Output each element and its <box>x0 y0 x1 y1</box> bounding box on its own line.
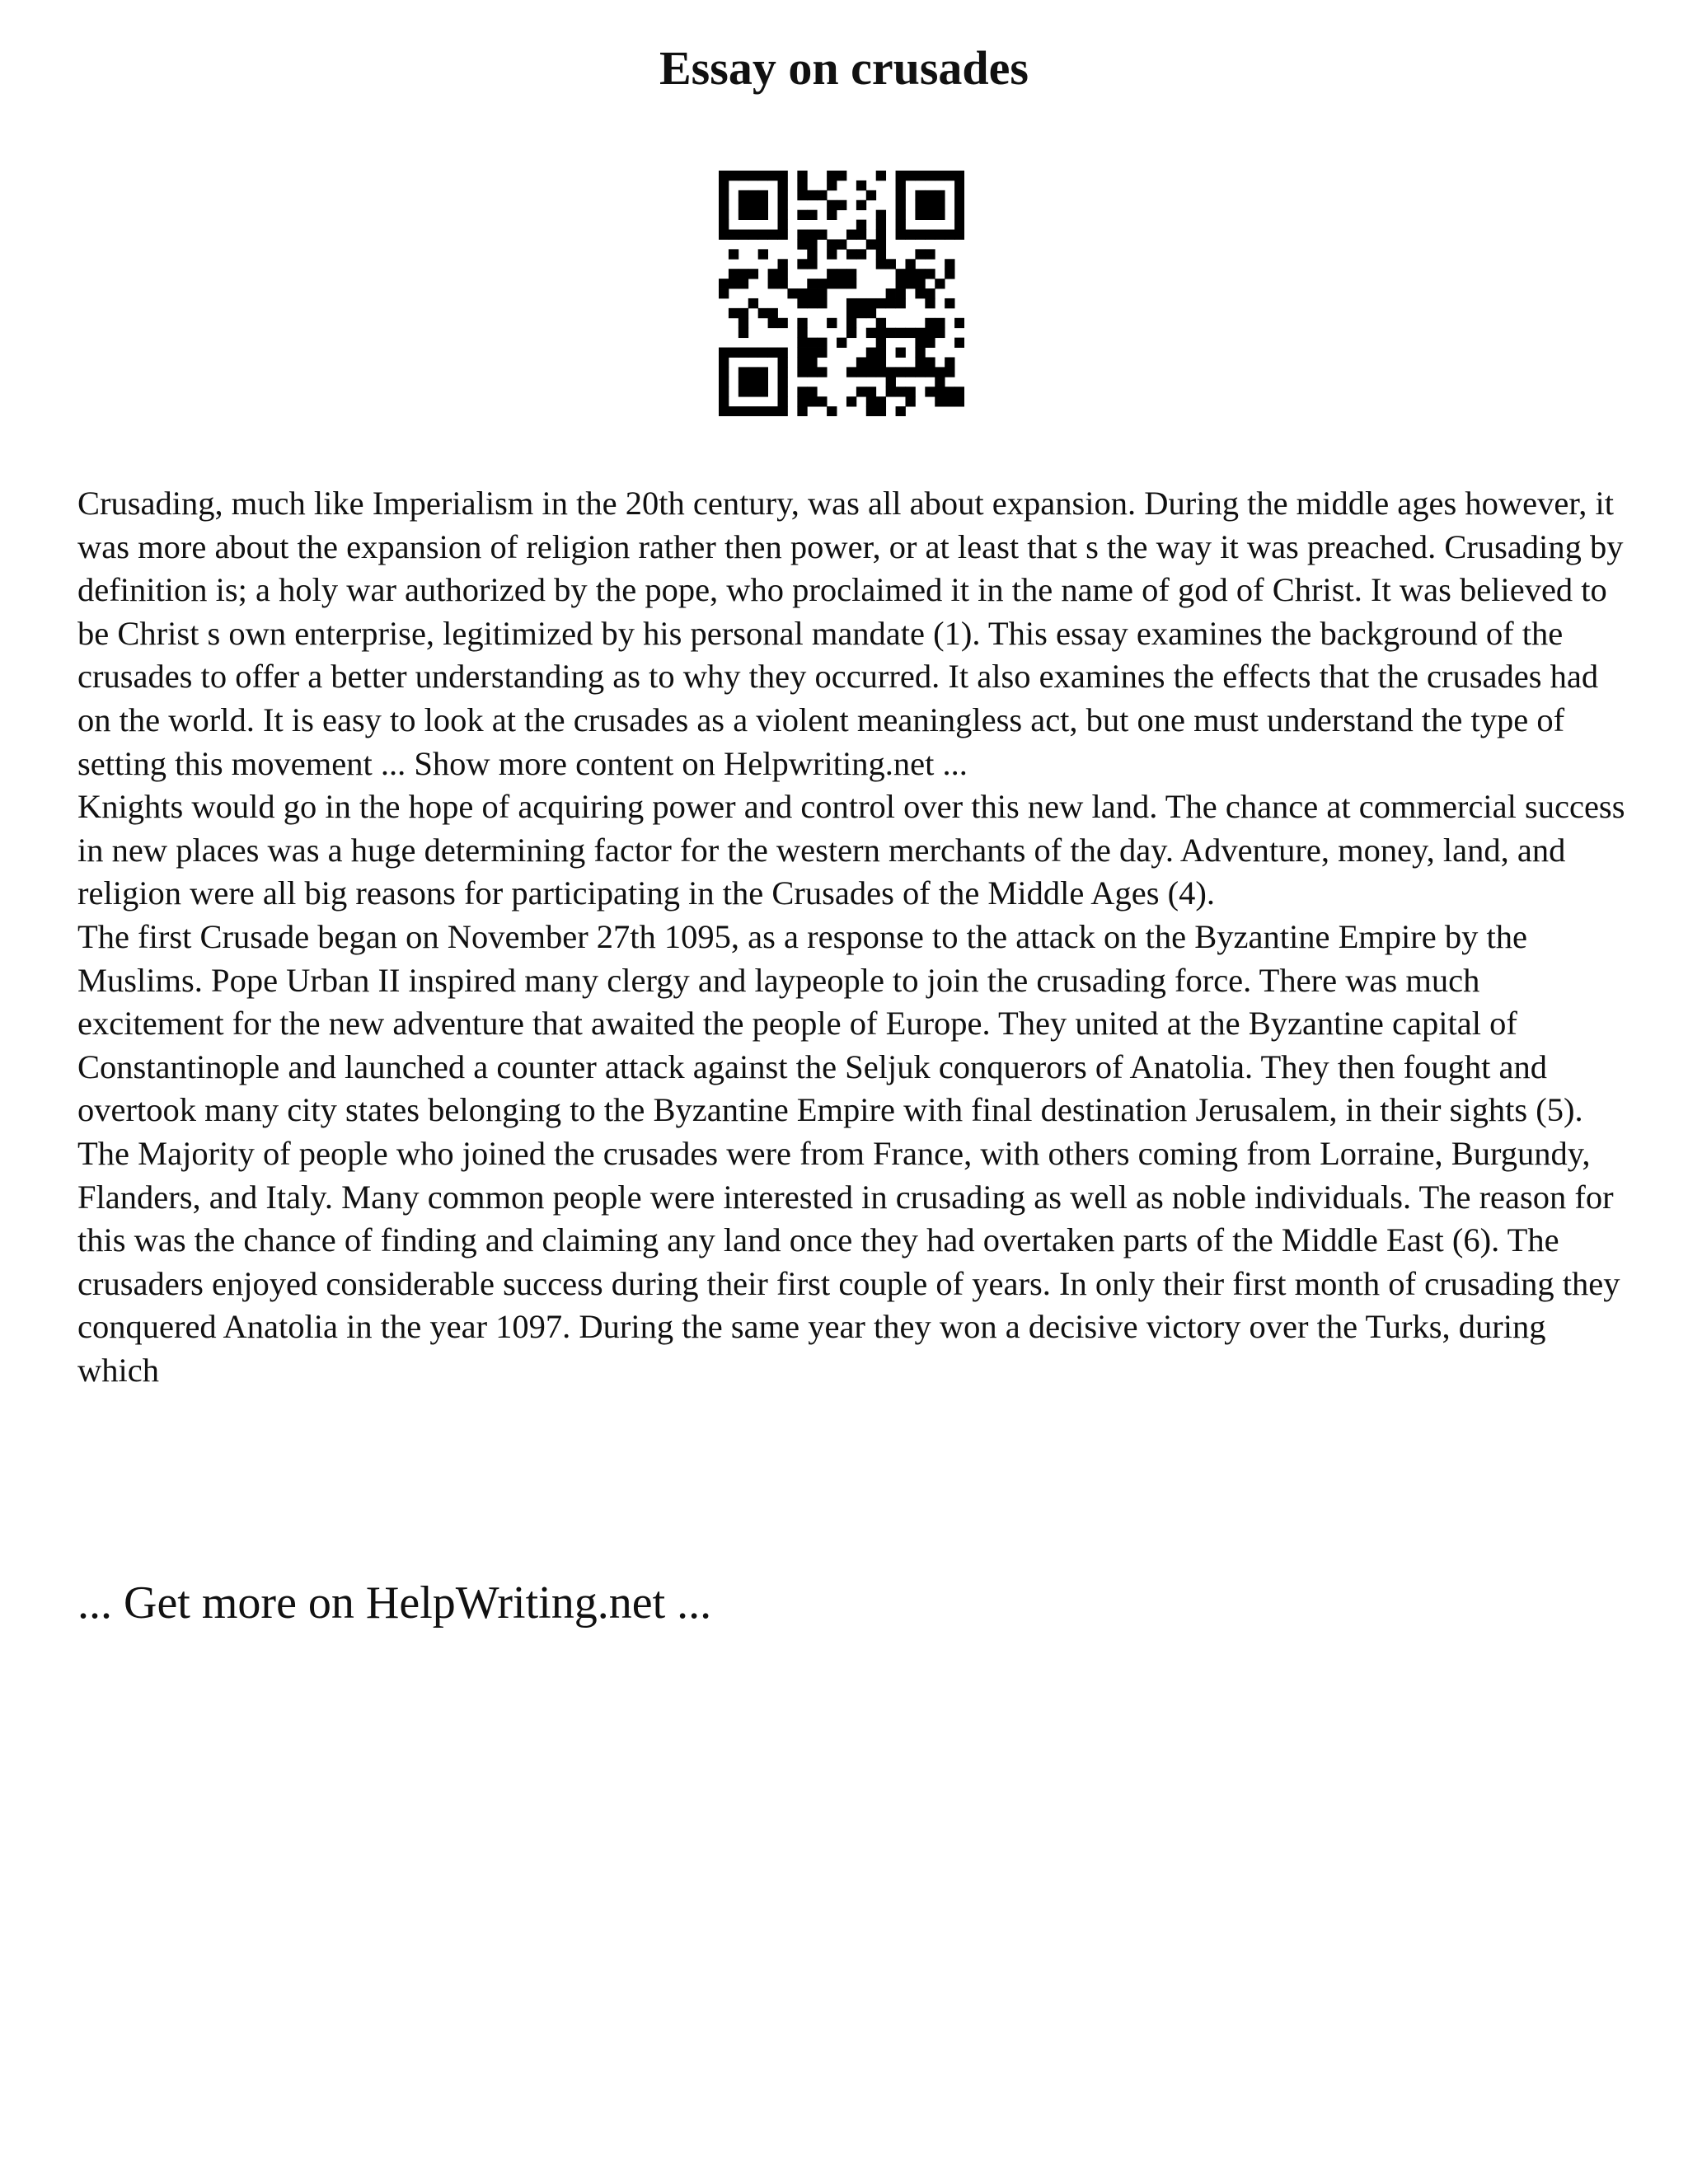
qr-module <box>719 171 729 180</box>
qr-module <box>876 171 886 180</box>
qr-module <box>915 230 925 240</box>
qr-module <box>719 377 729 387</box>
qr-module <box>748 377 758 387</box>
qr-module <box>925 318 935 328</box>
qr-module <box>758 387 768 396</box>
qr-module <box>905 367 915 377</box>
qr-module <box>945 298 954 308</box>
qr-module <box>886 328 896 338</box>
qr-module <box>807 298 817 308</box>
qr-module <box>915 249 925 259</box>
qr-module <box>797 328 807 338</box>
qr-module <box>807 239 817 249</box>
qr-module <box>778 180 788 190</box>
qr-module <box>896 387 906 396</box>
qr-module <box>729 308 738 318</box>
qr-module <box>846 308 856 318</box>
qr-module <box>915 210 925 220</box>
qr-module <box>738 210 748 220</box>
qr-module <box>856 387 866 396</box>
qr-module <box>827 269 837 279</box>
qr-module <box>866 239 876 249</box>
qr-module <box>896 269 906 279</box>
qr-module <box>719 210 729 220</box>
qr-module <box>797 396 807 406</box>
qr-module <box>876 406 886 416</box>
qr-module <box>837 338 846 348</box>
qr-module <box>856 367 866 377</box>
qr-module <box>954 220 964 230</box>
qr-module <box>915 279 925 288</box>
qr-module <box>827 239 837 249</box>
qr-module <box>807 279 817 288</box>
qr-module <box>896 367 906 377</box>
qr-module <box>876 220 886 230</box>
qr-module <box>935 279 945 288</box>
qr-module <box>768 406 778 416</box>
qr-module <box>915 269 925 279</box>
qr-module <box>817 396 827 406</box>
qr-module <box>905 259 915 269</box>
qr-module <box>915 328 925 338</box>
qr-module <box>866 367 876 377</box>
qr-module <box>748 367 758 377</box>
qr-module <box>778 210 788 220</box>
qr-module <box>778 357 788 367</box>
qr-module <box>768 348 778 358</box>
qr-module <box>807 210 817 220</box>
qr-module <box>915 200 925 210</box>
qr-module <box>817 230 827 240</box>
qr-module <box>778 269 788 279</box>
qr-module <box>935 396 945 406</box>
qr-module <box>915 288 925 298</box>
qr-module <box>827 318 837 328</box>
qr-module <box>719 367 729 377</box>
qr-module <box>905 396 915 406</box>
qr-module <box>925 338 935 348</box>
qr-module <box>837 269 846 279</box>
qr-module <box>945 387 954 396</box>
qr-module <box>954 200 964 210</box>
qr-module <box>856 357 866 367</box>
qr-module <box>925 288 935 298</box>
qr-module <box>876 367 886 377</box>
qr-module <box>866 387 876 396</box>
qr-module <box>876 298 886 308</box>
qr-module <box>797 171 807 180</box>
qr-module <box>797 338 807 348</box>
qr-module <box>935 200 945 210</box>
qr-module <box>856 220 866 230</box>
qr-module <box>856 230 866 240</box>
qr-module <box>866 190 876 200</box>
qr-module <box>954 230 964 240</box>
qr-module <box>797 190 807 200</box>
qr-module <box>886 367 896 377</box>
qr-module <box>896 180 906 190</box>
qr-module <box>896 200 906 210</box>
qr-module <box>954 210 964 220</box>
qr-module <box>738 348 748 358</box>
qr-module <box>748 387 758 396</box>
qr-module <box>896 348 906 358</box>
qr-module <box>846 279 856 288</box>
qr-module <box>827 200 837 210</box>
qr-module <box>738 328 748 338</box>
qr-module <box>954 180 964 190</box>
qr-module <box>758 406 768 416</box>
qr-module <box>738 279 748 288</box>
qr-module <box>925 387 935 396</box>
paragraph-intro: Crusading, much like Imperialism in the 20th century, was all about expansion. During the middle ages however, it was more about the expansion of religion rather then power, or at least that s the way it was preached. Crusading by definition is; a holy war authorized by the pope, who proclaimed it in the name of god of Christ. It was believed to be Christ s own enterprise, legitimized by his personal mandate (1). This essay examines the background of the crusades to offer a better understanding as to why they occurred. It also examines the effects that the crusades had on the world. It is easy to look at the crusades as a violent meaningless act, but one must understand the type of setting this movement ... Show more content on Helpwriting.net ... <box>77 485 1624 782</box>
qr-module <box>758 308 768 318</box>
qr-module <box>719 357 729 367</box>
qr-module <box>817 190 827 200</box>
qr-module <box>945 357 954 367</box>
qr-module <box>807 338 817 348</box>
qr-module <box>876 259 886 269</box>
qr-module <box>935 328 945 338</box>
qr-module <box>778 387 788 396</box>
qr-module <box>729 230 738 240</box>
qr-module <box>807 367 817 377</box>
qr-module <box>797 367 807 377</box>
qr-module <box>817 338 827 348</box>
qr-module <box>876 348 886 358</box>
qr-module <box>778 190 788 200</box>
qr-module <box>807 348 817 358</box>
qr-module <box>945 230 954 240</box>
qr-module <box>896 210 906 220</box>
qr-module <box>846 298 856 308</box>
qr-module <box>827 279 837 288</box>
qr-module <box>758 377 768 387</box>
qr-module <box>719 190 729 200</box>
qr-module <box>748 190 758 200</box>
qr-module <box>729 249 738 259</box>
qr-module <box>886 288 896 298</box>
qr-module <box>738 269 748 279</box>
qr-module <box>807 249 817 259</box>
qr-module <box>797 210 807 220</box>
qr-module <box>729 269 738 279</box>
qr-module <box>925 328 935 338</box>
qr-module <box>807 230 817 240</box>
qr-module <box>758 230 768 240</box>
qr-module <box>945 171 954 180</box>
qr-module <box>866 406 876 416</box>
qr-module <box>738 387 748 396</box>
qr-module <box>915 190 925 200</box>
qr-module <box>876 230 886 240</box>
qr-module <box>935 190 945 200</box>
qr-module <box>787 288 797 298</box>
qr-module <box>807 387 817 396</box>
qr-module <box>758 348 768 358</box>
qr-module <box>935 318 945 328</box>
qr-module <box>807 357 817 367</box>
qr-module <box>866 328 876 338</box>
qr-module <box>719 396 729 406</box>
qr-module <box>738 230 748 240</box>
qr-module <box>778 396 788 406</box>
qr-module <box>748 269 758 279</box>
qr-module <box>719 279 729 288</box>
qr-module <box>768 318 778 328</box>
qr-module <box>738 318 748 328</box>
qr-module <box>719 180 729 190</box>
qr-module <box>807 396 817 406</box>
qr-module <box>886 387 896 396</box>
qr-module <box>807 190 817 200</box>
qr-module <box>768 279 778 288</box>
qr-module <box>954 396 964 406</box>
qr-module <box>768 230 778 240</box>
qr-module <box>797 387 807 396</box>
qr-code-icon <box>719 171 964 416</box>
qr-module <box>925 210 935 220</box>
qr-module <box>837 279 846 288</box>
qr-module <box>925 298 935 308</box>
qr-module <box>876 210 886 220</box>
qr-module <box>758 171 768 180</box>
qr-module <box>729 279 738 288</box>
essay-body <box>77 482 1627 1392</box>
qr-module <box>954 338 964 348</box>
qr-module <box>886 259 896 269</box>
qr-module <box>905 279 915 288</box>
qr-module <box>778 259 788 269</box>
qr-module <box>935 377 945 387</box>
qr-module <box>738 190 748 200</box>
qr-module <box>945 367 954 377</box>
qr-module <box>866 308 876 318</box>
qr-module <box>945 259 954 269</box>
qr-module <box>807 259 817 269</box>
qr-module <box>719 230 729 240</box>
qr-module <box>896 190 906 200</box>
qr-module <box>876 249 886 259</box>
qr-module <box>758 200 768 210</box>
qr-module <box>719 200 729 210</box>
qr-module <box>837 200 846 210</box>
qr-module <box>758 249 768 259</box>
qr-module <box>797 348 807 358</box>
qr-module <box>797 239 807 249</box>
qr-module <box>768 269 778 279</box>
qr-module <box>896 406 906 416</box>
qr-module <box>729 348 738 358</box>
qr-module <box>935 171 945 180</box>
qr-module <box>905 387 915 396</box>
qr-module <box>905 230 915 240</box>
qr-module <box>935 230 945 240</box>
qr-module <box>846 318 856 328</box>
qr-module <box>866 357 876 367</box>
qr-module <box>915 338 925 348</box>
qr-module <box>925 230 935 240</box>
qr-module <box>876 357 886 367</box>
qr-module <box>954 318 964 328</box>
qr-module <box>797 259 807 269</box>
qr-module <box>935 367 945 377</box>
qr-module <box>896 230 906 240</box>
qr-module <box>876 338 886 348</box>
qr-module <box>925 171 935 180</box>
qr-module <box>748 230 758 240</box>
qr-module <box>876 318 886 328</box>
qr-module <box>915 367 925 377</box>
qr-module <box>925 190 935 200</box>
qr-module <box>797 406 807 416</box>
qr-module <box>778 318 788 328</box>
qr-module <box>827 171 837 180</box>
qr-module <box>876 328 886 338</box>
qr-module <box>886 377 896 387</box>
qr-module <box>817 367 827 377</box>
qr-module <box>729 171 738 180</box>
qr-module <box>856 298 866 308</box>
qr-module <box>837 171 846 180</box>
qr-module <box>817 298 827 308</box>
qr-module <box>896 328 906 338</box>
qr-module <box>846 328 856 338</box>
qr-module <box>925 200 935 210</box>
qr-module <box>856 308 866 318</box>
paragraph-first-crusade: The first Crusade began on November 27th 1095, as a response to the attack on the Byzantine Empire by the Muslims. Pope Urban II inspired many clergy and laypeople to join the crusading force. There was much excitement for the new adventure that awaited the people of Europe. They united at the Byzantine capital of Constantinople and launched a counter attack against the Seljuk conquerors of Anatolia. They then fought and overtook many city states belonging to the Byzantine Empire with final destination Jerusalem, in their sights (5). The Majority of people who joined the crusades were from France, with others coming from Lorraine, Burgundy, Flanders, and Italy. Many common people were interested in crusading as well as noble individuals. The reason for this was the chance of finding and claiming any land once they had overtaken parts of the Middle East (6). The crusaders enjoyed considerable success during their first couple of years. In only their first month of crusading they conquered Anatolia in the year 1097. During the same year they won a decisive victory over the Turks, during which <box>77 917 1620 1389</box>
qr-module <box>748 171 758 180</box>
qr-module <box>719 406 729 416</box>
qr-module <box>778 348 788 358</box>
qr-module <box>866 396 876 406</box>
qr-module <box>846 396 856 406</box>
qr-module <box>738 200 748 210</box>
qr-module <box>748 298 758 308</box>
qr-module <box>719 220 729 230</box>
qr-module <box>896 220 906 230</box>
qr-module <box>817 279 827 288</box>
qr-module <box>817 288 827 298</box>
qr-module <box>905 328 915 338</box>
qr-module <box>817 348 827 358</box>
qr-module <box>896 171 906 180</box>
qr-module <box>935 210 945 220</box>
qr-module <box>748 348 758 358</box>
qr-module <box>738 406 748 416</box>
qr-module <box>797 298 807 308</box>
paragraph-knights: Knights would go in the hope of acquiring power and control over this new land. The chance at commercial success in new places was a huge determining factor for the western merchants of the day. Adventure, money, land, and religion were all big reasons for participating in the Crusades of the Middle Ages (4). <box>77 788 1625 912</box>
qr-module <box>935 387 945 396</box>
qr-module <box>768 308 778 318</box>
qr-module <box>915 171 925 180</box>
qr-module <box>827 406 837 416</box>
qr-module <box>846 367 856 377</box>
qr-module <box>729 406 738 416</box>
qr-module <box>719 348 729 358</box>
qr-module <box>738 171 748 180</box>
qr-module <box>954 190 964 200</box>
qr-module <box>778 171 788 180</box>
qr-module <box>778 279 788 288</box>
qr-module <box>738 308 748 318</box>
qr-module <box>797 230 807 240</box>
qr-code-graphic <box>719 171 964 416</box>
qr-module <box>856 200 866 210</box>
qr-module <box>778 200 788 210</box>
qr-module <box>846 249 856 259</box>
page-title: Essay on crusades <box>659 41 1029 95</box>
qr-module <box>886 298 896 308</box>
qr-module <box>896 298 906 308</box>
qr-module <box>797 357 807 367</box>
qr-module <box>758 190 768 200</box>
qr-module <box>778 367 788 377</box>
qr-module <box>915 357 925 367</box>
qr-module <box>905 171 915 180</box>
qr-module <box>827 180 837 190</box>
qr-module <box>738 367 748 377</box>
qr-module <box>876 396 886 406</box>
qr-module <box>797 318 807 328</box>
qr-module <box>945 396 954 406</box>
qr-module <box>778 220 788 230</box>
qr-module <box>719 387 729 396</box>
qr-module <box>925 357 935 367</box>
qr-module <box>797 288 807 298</box>
qr-module <box>925 269 935 279</box>
get-more-link[interactable]: ... Get more on HelpWriting.net ... <box>77 1577 712 1629</box>
qr-module <box>915 348 925 358</box>
qr-module <box>719 288 729 298</box>
qr-module <box>797 180 807 190</box>
qr-module <box>778 377 788 387</box>
qr-module <box>837 239 846 249</box>
qr-module <box>827 210 837 220</box>
qr-module <box>954 387 964 396</box>
qr-module <box>748 200 758 210</box>
qr-module <box>866 348 876 358</box>
qr-module <box>778 406 788 416</box>
qr-module <box>866 298 876 308</box>
qr-module <box>846 269 856 279</box>
qr-module <box>905 269 915 279</box>
qr-module <box>876 239 886 249</box>
qr-module <box>758 210 768 220</box>
qr-module <box>778 230 788 240</box>
qr-module <box>954 171 964 180</box>
qr-module <box>768 171 778 180</box>
qr-module <box>807 288 817 298</box>
qr-module <box>896 279 906 288</box>
qr-module <box>748 406 758 416</box>
qr-module <box>856 180 866 190</box>
qr-module <box>827 249 837 259</box>
qr-module <box>945 269 954 279</box>
qr-module <box>748 210 758 220</box>
qr-module <box>856 249 866 259</box>
qr-module <box>846 230 856 240</box>
qr-module <box>738 377 748 387</box>
qr-module <box>758 367 768 377</box>
qr-module <box>925 367 935 377</box>
qr-module <box>896 288 906 298</box>
qr-module <box>925 249 935 259</box>
